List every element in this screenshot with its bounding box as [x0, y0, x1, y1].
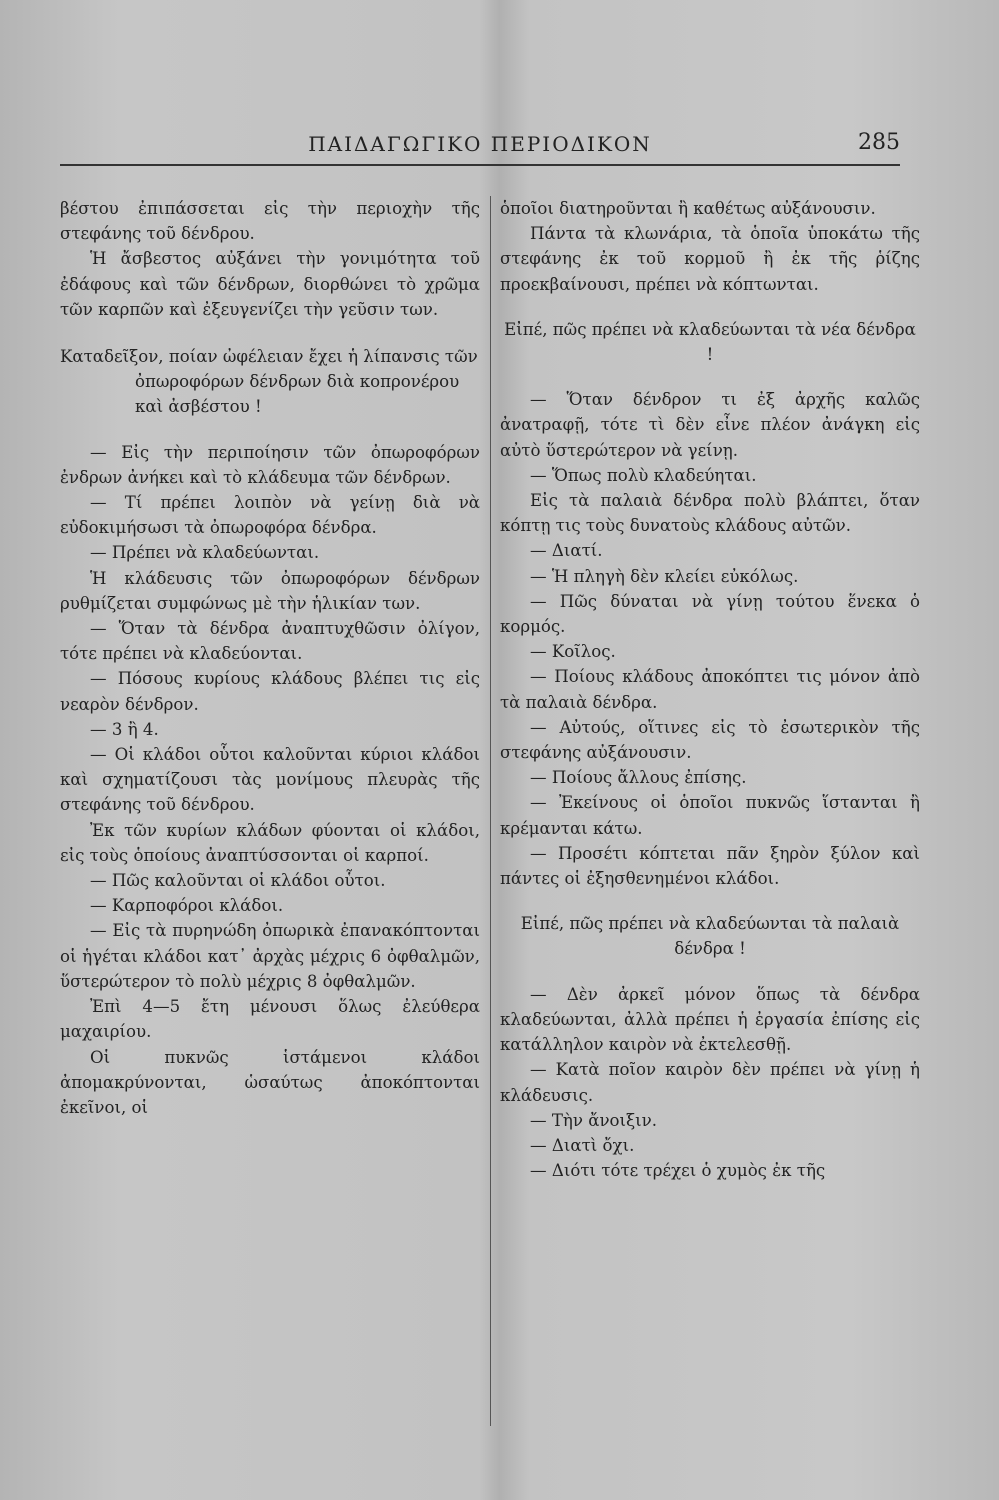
paragraph: — 3 ἢ 4. — [90, 719, 159, 739]
paragraph: — Διότι τότε τρέχει ὁ χυμὸς ἐκ τῆς — [530, 1161, 826, 1181]
paragraph: Οἱ πυκνῶς ἱστάμενοι κλάδοι ἀπομακρύνονται, ὡσαύτως ἀποκόπτονται ἐκεῖνοι, οἱ — [60, 1047, 480, 1117]
paragraph: — Πρέπει νὰ κλαδεύωνται. — [90, 543, 320, 563]
paragraph: — Ποίους ἄλλους ἐπίσης. — [530, 768, 747, 788]
page-number: 285 — [858, 130, 900, 155]
paragraph: ὁποῖοι διατηροῦνται ἢ καθέτως αὐξάνουσιν. — [500, 199, 876, 218]
paragraph: — Κοῖλος. — [530, 642, 616, 662]
paragraph: — Πῶς δύναται νὰ γίνῃ τούτου ἕνεκα ὁ κορμός. — [500, 591, 920, 637]
paragraph: — Ὅπως πολὺ κλαδεύηται. — [530, 465, 757, 485]
paragraph: — Τί πρέπει λοιπὸν νὰ γείνῃ διὰ νὰ εὐδοκιμήσωσι τὰ ὀπωροφόρα δένδρα. — [60, 493, 480, 538]
paragraph: — Τὴν ἄνοιξιν. — [530, 1110, 658, 1130]
paragraph: βέστου ἐπιπάσσεται εἰς τὴν περιοχὴν τῆς στεφάνης τοῦ δένδρου. — [60, 199, 480, 244]
paragraph: — Εἰς τὴν περιποίησιν τῶν ὀπωροφόρων ἐνδρων ἀνήκει καὶ τὸ κλάδευμα τῶν δένδρων. — [60, 442, 480, 487]
paragraph: Εἰς τὰ παλαιὰ δένδρα πολὺ βλάπτει, ὅταν κόπτῃ τις τοὺς δυνατοὺς κλάδους αὐτῶν. — [500, 491, 920, 536]
paragraph: — Ποίους κλάδους ἀποκόπτει τις μόνον ἀπὸ τὰ παλαιὰ δένδρα. — [500, 667, 920, 712]
paragraph: — Ὅταν δένδρον τι ἐξ ἀρχῆς καλῶς ἀνατραφῇ, τότε τὶ δὲν εἶνε πλέον ἀνάγκη εἰς αὐτὸ ὕστερώτερον νὰ γείνῃ. — [500, 390, 920, 460]
paragraph: — Καρποφόροι κλάδοι. — [90, 896, 284, 916]
paragraph: — Προσέτι κόπτεται πᾶν ξηρὸν ξύλον καὶ πάντες οἱ ἐξησθενημένοι κλάδοι. — [500, 843, 920, 889]
paragraph: — Ἐκείνους οἱ ὁποῖοι πυκνῶς ἵστανται ἢ κρέμανται κάτω. — [500, 793, 920, 838]
page-header — [60, 130, 900, 166]
column-divider — [490, 196, 491, 1426]
paragraph: — Δὲν ἀρκεῖ μόνον ὅπως τὰ δένδρα κλαδεύωνται, ἀλλὰ πρέπει ἡ ἐργασία ἐπίσης εἰς κατάλληλον καιρὸν νὰ ἐκτελεσθῇ. — [500, 984, 920, 1055]
paragraph: — Ἡ πληγὴ δὲν κλείει εὐκόλως. — [530, 566, 799, 586]
paragraph: Ἐπὶ 4—5 ἔτη μένουσι ὅλως ἐλεύθερα μαχαιρίου. — [60, 997, 480, 1042]
running-title: ΠΑΙΔΑΓΩΓΙΚΟ ΠΕΡΙΟΔΙΚΟΝ — [308, 132, 652, 156]
paragraph: — Πόσους κυρίους κλάδους βλέπει τις εἰς νεαρὸν δένδρον. — [60, 669, 480, 714]
paragraph: — Εἰς τὰ πυρηνώδη ὀπωρικὰ ἐπανακόπτονται οἱ ἡγέται κλάδοι κατ᾽ ἀρχὰς μέχρις 6 ὀφθαλμῶν, ὕστερώτερον τὸ πολὺ μέχρις 8 ὀφθαλμῶν. — [60, 921, 480, 991]
paragraph: — Κατὰ ποῖον καιρὸν δὲν πρέπει νὰ γίνῃ ἡ κλάδευσις. — [500, 1060, 920, 1105]
exercise-heading: Εἰπέ, πῶς πρέπει νὰ κλαδεύωνται τὰ νέα δένδρα ! — [504, 319, 916, 365]
paragraph: — Πῶς καλοῦνται οἱ κλάδοι οὗτοι. — [90, 871, 386, 891]
paragraph: Ἡ ἄσβεστος αὐξάνει τὴν γονιμότητα τοῦ ἐδάφους καὶ τῶν δένδρων, διορθώνει τὸ χρῶμα τῶν καρπῶν καὶ ἐξευγενίζει τὴν γεῦσιν των. — [60, 249, 480, 319]
paragraph: Πάντα τὰ κλωνάρια, τὰ ὁποῖα ὑποκάτω τῆς στεφάνης ἐκ τοῦ κορμοῦ ἢ ἐκ τῆς ῥίζης προεκβαίνουσι, πρέπει νὰ κόπτωνται. — [500, 224, 920, 294]
paragraph: — Διατί. — [530, 541, 603, 561]
paragraph: — Αὐτούς, οἵτινες εἰς τὸ ἐσωτερικὸν τῆς στεφάνης αὐξάνουσιν. — [500, 717, 920, 763]
exercise-heading: Εἰπέ, πῶς πρέπει νὰ κλαδεύωνται τὰ παλαιὰ δένδρα ! — [520, 914, 900, 959]
paragraph: — Ὅταν τὰ δένδρα ἀναπτυχθῶσιν ὀλίγον, τότε πρέπει νὰ κλαδεύονται. — [60, 619, 480, 664]
paragraph: — Οἱ κλάδοι οὗτοι καλοῦνται κύριοι κλάδοι καὶ σχηματίζουσι τὰς μονίμους πλευρὰς τῆς στεφάνης τοῦ δένδρου. — [60, 745, 480, 815]
paragraph: — Διατὶ ὄχι. — [530, 1135, 635, 1155]
right-column — [500, 196, 920, 1183]
paragraph: Ἡ κλάδευσις τῶν ὀπωροφόρων δένδρων ρυθμίζεται συμφώνως μὲ τὴν ἡλικίαν των. — [60, 568, 480, 613]
exercise-heading: Καταδεῖξον, ποίαν ὠφέλειαν ἔχει ἡ λίπανσις τῶν ὀπωροφόρων δένδρων διὰ κοπρονέρου καὶ ἀσβέστου ! — [60, 347, 478, 417]
paragraph: Ἐκ τῶν κυρίων κλάδων φύονται οἱ κλάδοι, εἰς τοὺς ὁποίους ἀναπτύσσονται οἱ καρποί. — [60, 820, 480, 865]
left-column — [60, 196, 480, 1120]
